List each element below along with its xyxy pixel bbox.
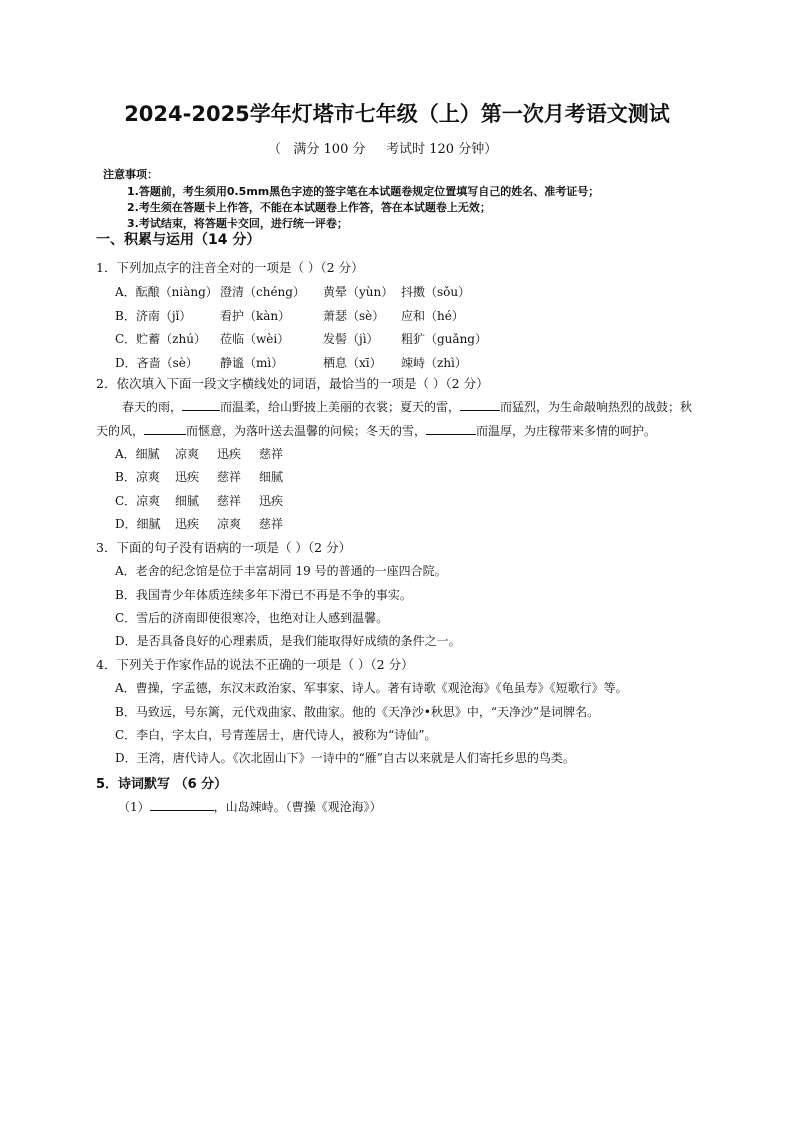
fill-blank [460, 398, 500, 411]
notice-heading: 注意事项： [103, 168, 158, 181]
question-4-option-b: B．马致远，号东篱，元代戏曲家、散曲家。他的《天净沙•秋思》中，“天净沙”是词牌名。 [115, 705, 600, 719]
question-4-option-d: D．王湾，唐代诗人。《次北固山下》一诗中的“雁”自古以来就是人们寄托乡思的鸟类。 [115, 751, 575, 765]
option-cell: 细腻 [175, 494, 200, 508]
line-suffix: ，山岛竦峙。（曹操《观沧海》） [213, 800, 382, 814]
question-1-option-a [115, 283, 470, 300]
question-4-option-a: A．曹操，字孟德，东汉末政治家、军事家、诗人。著有诗歌《观沧海》《龟虽寿》《短歌行》等。 [115, 681, 628, 695]
option-cell: B．济南（jǐ） [115, 309, 192, 323]
question-4-stem: 4．下列关于作家作品的说法不正确的一项是（ ）（2 分） [96, 657, 414, 672]
question-2-option-a [115, 445, 283, 462]
question-1-option-c [115, 330, 487, 347]
passage-text: 而惬意，为落叶送去温馨的问候；冬天的雪， [186, 424, 427, 438]
question-1-option-d [115, 354, 467, 371]
question-2-passage-line-2 [96, 422, 656, 439]
option-cell: 应和（hé） [401, 309, 464, 323]
question-1-option-b [115, 307, 464, 324]
line-prefix: （1） [118, 800, 150, 814]
exam-subtitle: （ 满分 100 分 考试时 120 分钟） [268, 142, 498, 157]
notice-item: 1.答题前，考生须用0.5mm黑色字迹的签字笔在本试题卷规定位置填写自己的姓名、准考证号； [127, 185, 600, 198]
option-cell: 发髻（jì） [323, 332, 379, 346]
option-cell: C．贮蓄（zhú） [115, 332, 206, 346]
option-cell: 竦峙（zhì） [401, 356, 467, 370]
option-cell: 澄清（chéng） [220, 285, 305, 299]
option-cell: 迅疾 [217, 447, 242, 461]
option-cell: 迅疾 [175, 470, 200, 484]
option-cell: A．细腻 [115, 447, 160, 461]
exam-title: 2024-2025学年灯塔市七年级（上）第一次月考语文测试 [124, 102, 670, 126]
option-cell: 莅临（wèi） [220, 332, 290, 346]
question-2-passage-line-1 [122, 398, 692, 415]
question-4-option-c: C．李白，字太白，号青莲居士，唐代诗人，被称为“诗仙”。 [115, 728, 437, 742]
option-cell: 迅疾 [259, 494, 284, 508]
option-cell: B．凉爽 [115, 470, 160, 484]
question-2-option-b [115, 468, 283, 485]
section-heading: 一、积累与运用（14 分） [96, 232, 261, 248]
notice-item: 3.考试结束，将答题卡交回，进行统一评卷； [127, 217, 348, 230]
option-cell: 细腻 [259, 470, 284, 484]
option-cell: 慈祥 [259, 517, 284, 531]
option-cell: 慈祥 [217, 494, 242, 508]
option-cell: D．吝啬（sè） [115, 356, 198, 370]
option-cell: A．酝酿（niàng） [115, 285, 218, 299]
fill-blank [150, 798, 214, 811]
option-cell: C．凉爽 [115, 494, 161, 508]
option-cell: D．细腻 [115, 517, 161, 531]
option-cell: 萧瑟（sè） [323, 309, 385, 323]
option-cell: 抖擞（sǒu） [401, 285, 471, 299]
fill-blank [144, 422, 186, 435]
fill-blank [182, 398, 220, 411]
option-cell: 慈祥 [217, 470, 242, 484]
option-cell: 慈祥 [259, 447, 284, 461]
passage-text: 而温柔，给山野披上美丽的衣裳；夏天的雷， [220, 400, 461, 414]
passage-text: 而温厚，为庄稼带来多情的呵护。 [476, 424, 657, 438]
option-cell: 粗犷（guǎng） [401, 332, 487, 346]
question-5-stem: 5．诗词默写 （6 分） [96, 777, 228, 792]
question-2-stem: 2．依次填入下面一段文字横线处的词语，最恰当的一项是（ ）（2 分） [96, 376, 489, 391]
question-3-stem: 3．下面的句子没有语病的一项是（ ）（2 分） [96, 540, 352, 555]
question-5-line-1 [118, 798, 382, 815]
fill-blank [426, 422, 476, 435]
option-cell: 栖息（xī） [323, 356, 382, 370]
passage-text: 天的风， [96, 424, 145, 438]
question-3-option-c: C．雪后的济南即使很寒冷，也绝对让人感到温馨。 [115, 611, 389, 625]
option-cell: 黄晕（yùn） [323, 285, 394, 299]
passage-text: 而猛烈，为生命敲响热烈的战鼓；秋 [500, 400, 693, 414]
question-3-option-d: D．是否具备良好的心理素质，是我们能取得好成绩的条件之一。 [115, 634, 461, 648]
option-cell: 看护（kàn） [220, 309, 291, 323]
notice-item: 2.考生须在答题卡上作答，不能在本试题卷上作答，答在本试题卷上无效； [127, 201, 491, 214]
option-cell: 凉爽 [175, 447, 200, 461]
question-1-stem: 1．下列加点字的注音全对的一项是（ ）（2 分） [96, 260, 364, 275]
question-2-option-d [115, 515, 283, 532]
option-cell: 静谧（mì） [220, 356, 284, 370]
option-cell: 迅疾 [175, 517, 200, 531]
question-3-option-b: B．我国青少年体质连续多年下滑已不再是不争的事实。 [115, 588, 412, 602]
question-3-option-a: A．老舍的纪念馆是位于丰富胡同 19 号的普通的一座四合院。 [115, 564, 447, 578]
passage-text: 春天的雨， [122, 400, 183, 414]
question-2-option-c [115, 492, 283, 509]
option-cell: 凉爽 [217, 517, 242, 531]
